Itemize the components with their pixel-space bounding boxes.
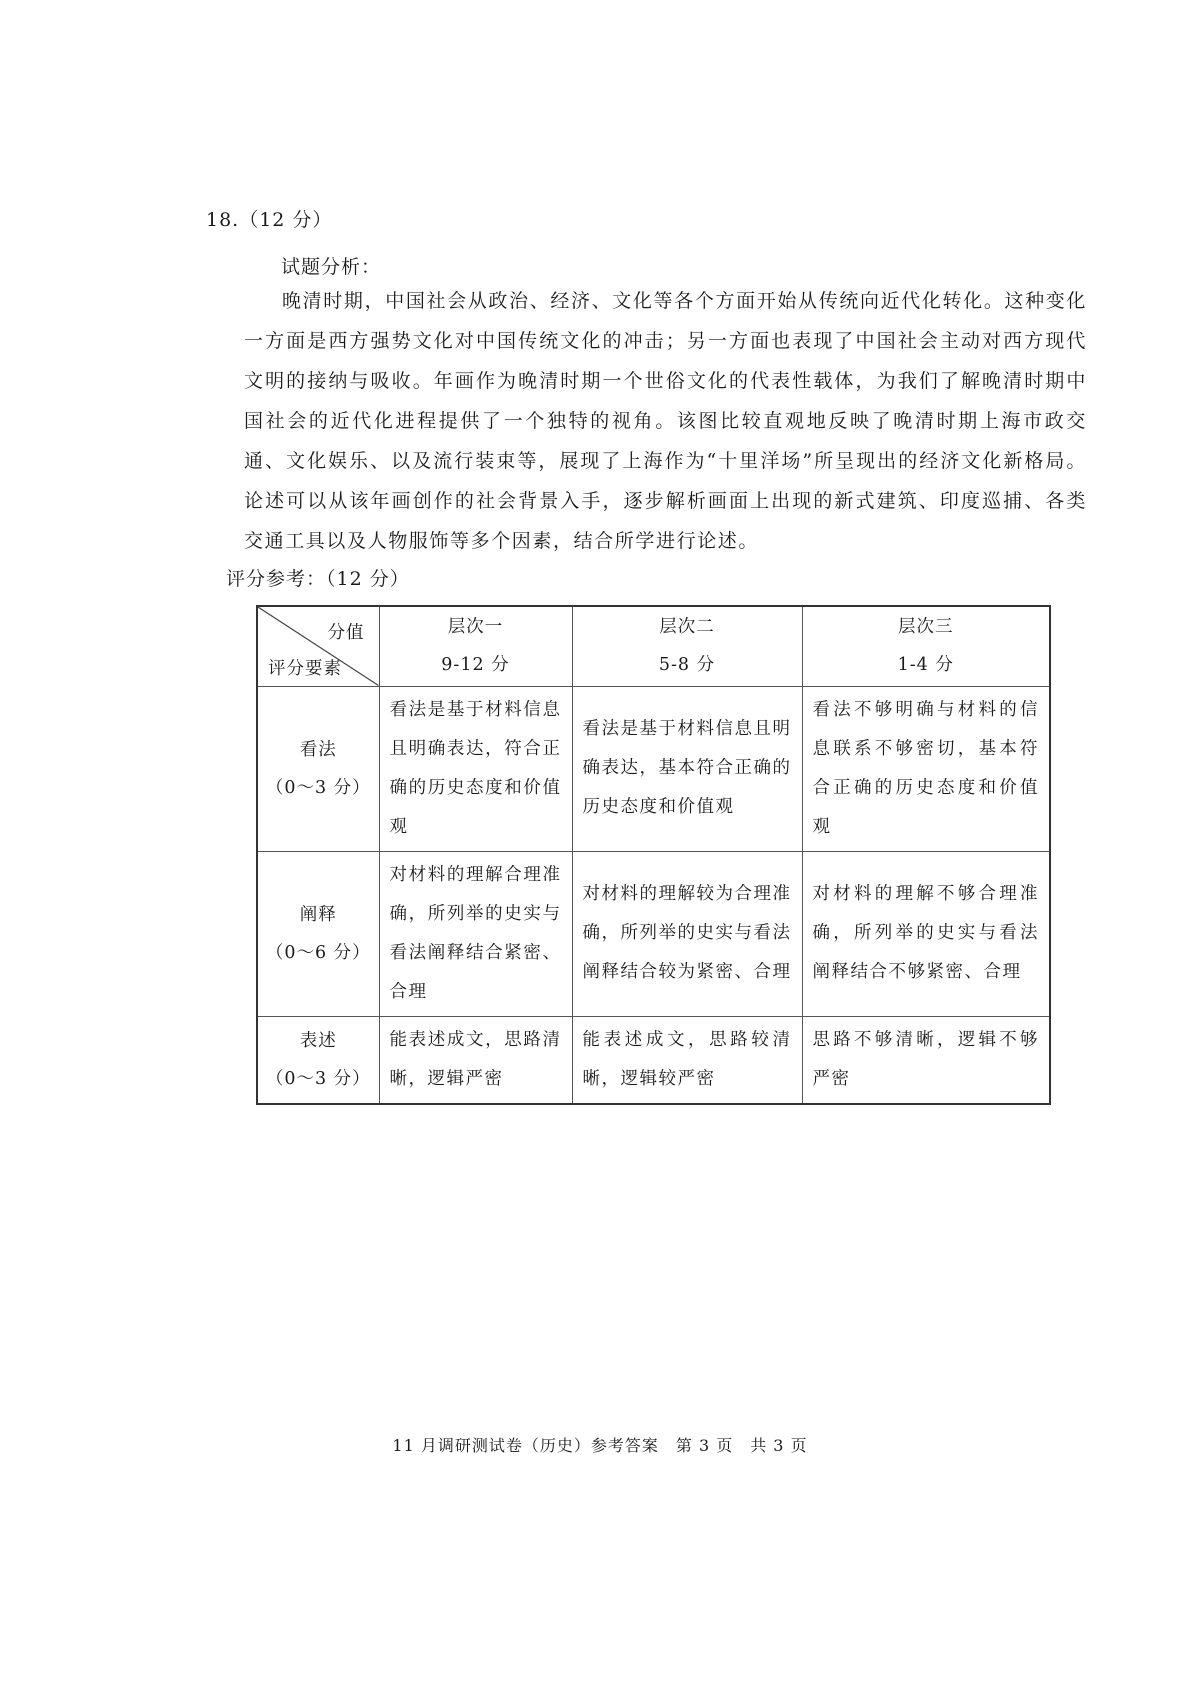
table-header-row	[257, 606, 1050, 686]
level-range: 1-4 分	[897, 655, 954, 676]
rubric-cell: 看法是基于材料信息且明确表达，基本符合正确的历史态度和价值观	[572, 686, 802, 851]
rubric-cell: 对材料的理解较为合理准确，所列举的史实与看法阐释结合较为紧密、合理	[572, 851, 802, 1016]
criterion-name: 表述	[299, 1030, 337, 1051]
level-header	[379, 606, 572, 686]
corner-label-criteria: 评分要素	[268, 658, 342, 679]
rubric-cell: 思路不够清晰，逻辑不够严密	[802, 1016, 1050, 1104]
level-name: 层次二	[659, 617, 715, 638]
analysis-heading: 试题分析：	[281, 256, 382, 278]
criterion-cell	[257, 851, 379, 1016]
criterion-points: （0～3 分）	[265, 1068, 371, 1089]
rubric-cell: 看法是基于材料信息且明确表达，符合正确的历史态度和价值观	[379, 686, 572, 851]
rubric-cell: 能表述成文，思路清晰，逻辑严密	[379, 1016, 572, 1104]
criterion-name: 阐释	[299, 904, 337, 925]
page-footer: 11 月调研测试卷（历史）参考答案 第 3 页 共 3 页	[392, 1436, 808, 1455]
table-row	[257, 851, 1050, 1016]
criterion-points: （0～6 分）	[265, 942, 371, 963]
diagonal-header-cell	[257, 606, 379, 686]
criterion-cell	[257, 686, 379, 851]
rubric-cell: 对材料的理解不够合理准确，所列举的史实与看法阐释结合不够紧密、合理	[802, 851, 1050, 1016]
criterion-points: （0～3 分）	[265, 777, 371, 798]
level-name: 层次三	[898, 617, 954, 638]
table-row	[257, 686, 1050, 851]
rubric-cell: 对材料的理解合理准确，所列举的史实与看法阐释结合紧密、合理	[379, 851, 572, 1016]
scoring-heading: 评分参考：（12 分）	[226, 568, 410, 590]
scoring-rubric-table	[256, 605, 1051, 1105]
rubric-cell: 能表述成文，思路较清晰，逻辑较严密	[572, 1016, 802, 1104]
level-header	[572, 606, 802, 686]
corner-label-score: 分值	[327, 623, 365, 643]
level-range: 9-12 分	[441, 655, 510, 676]
criterion-cell	[257, 1016, 379, 1104]
table-row	[257, 1016, 1050, 1104]
criterion-name: 看法	[299, 739, 337, 760]
rubric-cell: 看法不够明确与材料的信息联系不够密切，基本符合正确的历史态度和价值观	[802, 686, 1050, 851]
level-range: 5-8 分	[658, 655, 716, 676]
question-number: 18.（12 分）	[206, 209, 333, 231]
level-name: 层次一	[447, 617, 504, 638]
level-header	[802, 606, 1050, 686]
analysis-paragraph: 晚清时期，中国社会从政治、经济、文化等各个方面开始从传统向近代化转化。这种变化一方面是西方强势文化对中国传统文化的冲击；另一方面也表现了中国社会主动对西方现代文明的接纳与吸收。年画作为晚清时期一个世俗文化的代表性载体，为我们了解晚清时期中国社会的近代化进程提供了一个独特的视角。该图比较直观地反映了晚清时期上海市政交通、文化娱乐、以及流行装束等，展现了上海作为“十里洋场”所呈现出的经济文化新格局。论述可以从该年画创作的社会背景入手，逐步解析画面上出现的新式建筑、印度巡捕、各类交通工具以及人物服饰等多个因素，结合所学进行论述。	[244, 290, 1087, 552]
